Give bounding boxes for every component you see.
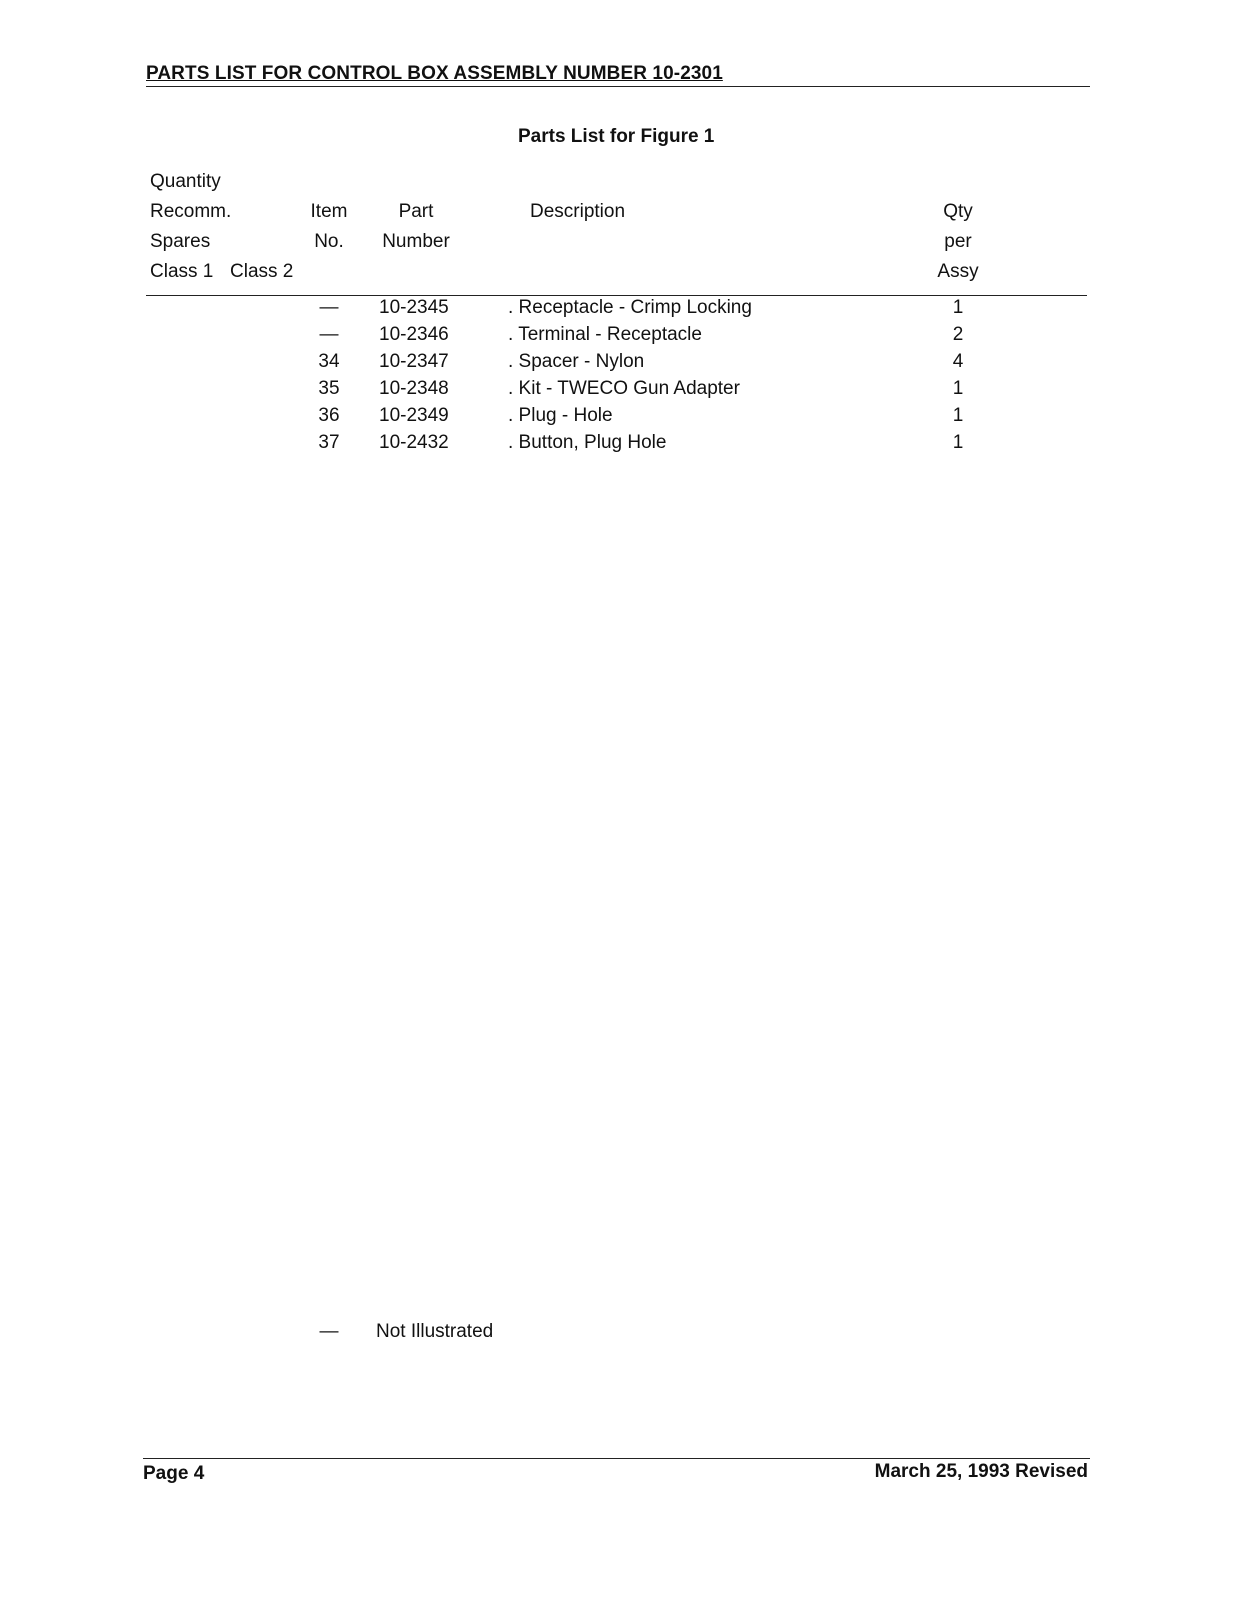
table-row — [0, 297, 1237, 324]
part-number: 10-2432 — [379, 432, 449, 453]
item-no: 35 — [318, 378, 340, 399]
table-row — [0, 405, 1237, 432]
header-spares: Spares — [150, 231, 211, 252]
description: . Kit - TWECO Gun Adapter — [508, 378, 740, 399]
qty-per-assy: 2 — [952, 324, 964, 345]
table-title: Parts List for Figure 1 — [518, 126, 715, 147]
part-number: 10-2348 — [379, 378, 449, 399]
part-number: 10-2347 — [379, 351, 449, 372]
item-no: 37 — [318, 432, 340, 453]
footnote-text: Not Illustrated — [376, 1321, 494, 1342]
header-description: Description — [530, 201, 626, 222]
qty-per-assy: 1 — [952, 405, 964, 426]
description: . Spacer - Nylon — [508, 351, 645, 372]
table-row — [0, 351, 1237, 378]
item-no: 34 — [318, 351, 340, 372]
qty-per-assy: 1 — [952, 378, 964, 399]
part-number: 10-2346 — [379, 324, 449, 345]
part-number: 10-2345 — [379, 297, 449, 318]
description: . Receptacle - Crimp Locking — [508, 297, 752, 318]
page-header-title: PARTS LIST FOR CONTROL BOX ASSEMBLY NUMBER 10-2301 — [146, 63, 723, 84]
table-row — [0, 378, 1237, 405]
header-quantity: Quantity — [150, 171, 221, 192]
header-class-1: Class 1 — [150, 261, 214, 282]
table-row — [0, 324, 1237, 351]
header-no: No. — [314, 231, 344, 252]
description: . Button, Plug Hole — [508, 432, 667, 453]
footer-rule — [143, 1458, 1090, 1459]
qty-per-assy: 1 — [952, 297, 964, 318]
description: . Plug - Hole — [508, 405, 613, 426]
revision-date: March 25, 1993 Revised — [874, 1461, 1088, 1482]
item-no: 36 — [318, 405, 340, 426]
part-number: 10-2349 — [379, 405, 449, 426]
qty-per-assy: 1 — [952, 432, 964, 453]
header-part: Part — [398, 201, 434, 222]
item-no: — — [319, 324, 339, 345]
qty-per-assy: 4 — [952, 351, 964, 372]
table-header-rule — [146, 295, 1087, 296]
footnote-symbol: — — [319, 1321, 339, 1342]
page-number: Page 4 — [143, 1463, 205, 1484]
description: . Terminal - Receptacle — [508, 324, 702, 345]
header-per: per — [944, 231, 972, 252]
header-class-2: Class 2 — [230, 261, 294, 282]
header-rule — [146, 86, 1090, 87]
header-assy: Assy — [937, 261, 979, 282]
header-number: Number — [382, 231, 450, 252]
table-row — [0, 432, 1237, 459]
item-no: — — [319, 297, 339, 318]
header-recomm: Recomm. — [150, 201, 232, 222]
header-item: Item — [310, 201, 348, 222]
header-qty: Qty — [943, 201, 973, 222]
